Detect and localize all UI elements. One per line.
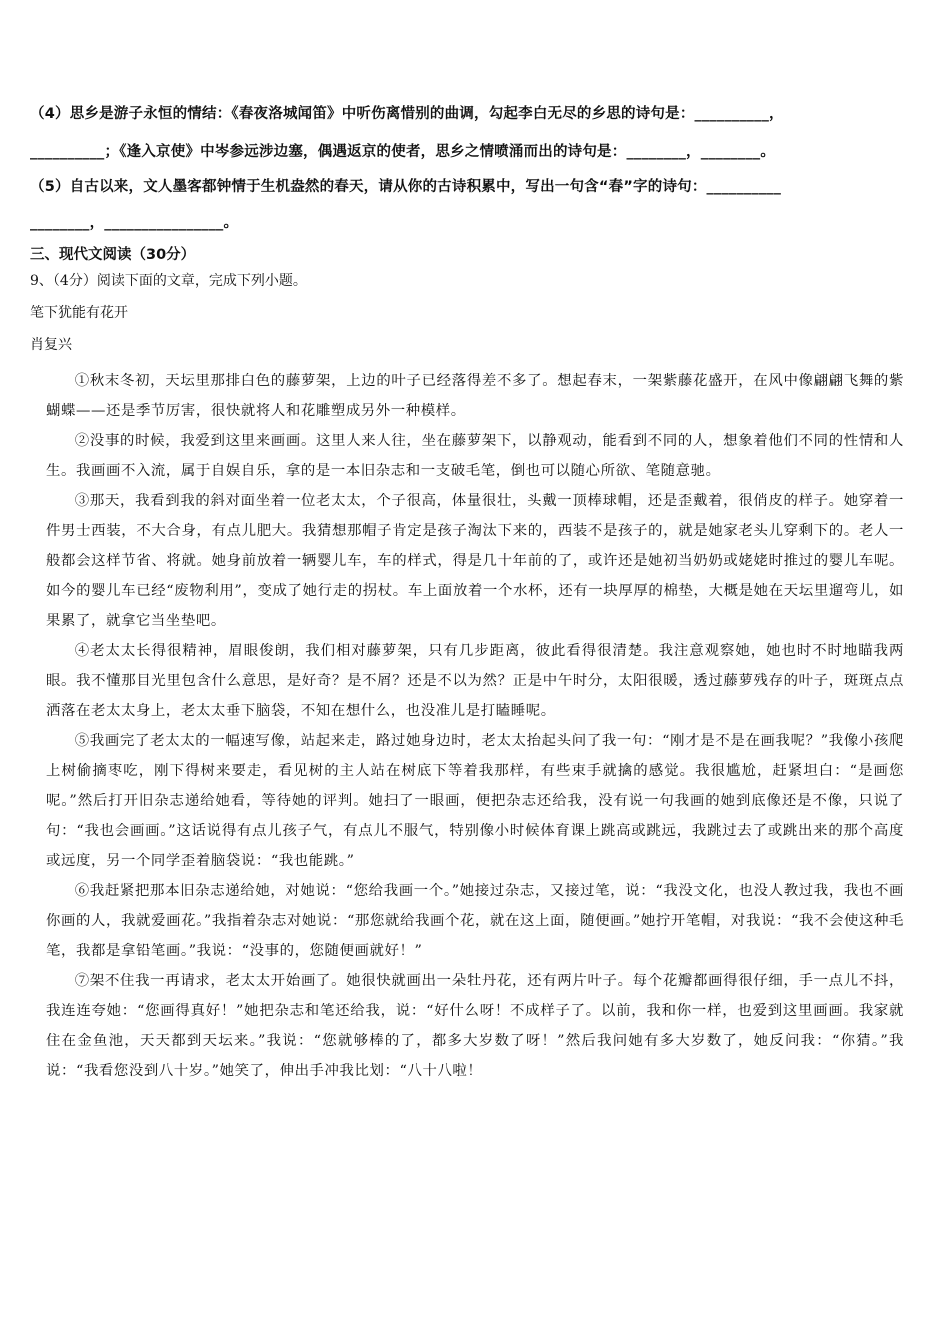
article-author: 肖复兴 bbox=[30, 337, 72, 353]
paragraph-2: ②没事的时候，我爱到这里来画画。这里人来人往，坐在藤萝架下，以静观动，能看到不同的人，想象着他们不同的性情和人生。我画画不入流，属于自娱自乐，拿的是一本旧杂志和一支破毛笔，倒也可以随心所欲、笔随意驰。 bbox=[46, 433, 904, 479]
section-title: 三、现代文阅读（30分） bbox=[30, 247, 196, 263]
question-instruction: 9、（4分）阅读下面的文章，完成下列小题。 bbox=[30, 273, 307, 289]
question-5-line-2: ________，________________。 bbox=[30, 215, 239, 231]
question-5-line-1: （5）自古以来，文人墨客都钟情于生机盎然的春天，请从你的古诗积累中，写出一句含“春”字的诗句：__________ bbox=[30, 179, 782, 195]
article-title: 笔下犹能有花开 bbox=[30, 305, 128, 321]
question-4-line-1: （4）思乡是游子永恒的情结：《春夜洛城闻笛》中听伤离惜别的曲调，勾起李白无尽的乡思的诗句是：__________， bbox=[30, 106, 784, 122]
paragraph-6: ⑥我赶紧把那本旧杂志递给她，对她说：“您给我画一个。”她接过杂志，又接过笔，说：“我没文化，也没人教过我，我也不画你画的人，我就爱画花。”我指着杂志对她说：“那您就给我画个花，就在这上面，随便画。”她拧开笔帽，对我说：“我不会使这种毛笔，我都是拿铅笔画。”我说：“没事的，您随便画就好！” bbox=[46, 883, 904, 959]
paragraph-4: ④老太太长得很精神，眉眼俊朗，我们相对藤萝架，只有几步距离，彼此看得很清楚。我注意观察她，她也时不时地瞄我两眼。我不懂那目光里包含什么意思，是好奇？是不屑？还是不以为然？正是中午时分，太阳很暖，透过藤萝残存的叶子，斑斑点点洒落在老太太身上，老太太垂下脑袋，不知在想什么，也没准儿是打瞌睡呢。 bbox=[46, 643, 904, 719]
article-body bbox=[46, 366, 904, 1086]
paragraph-5: ⑤我画完了老太太的一幅速写像，站起来走，路过她身边时，老太太抬起头问了我一句：“刚才是不是在画我呢？”我像小孩爬上树偷摘枣吃，刚下得树来要走，看见树的主人站在树底下等着我那样，有些束手就擒的感觉。我很尴尬，赶紧坦白：“是画您呢。”然后打开旧杂志递给她看，等待她的评判。她扫了一眼画，便把杂志还给我，没有说一句我画的她到底像还是不像，只说了句：“我也会画画。”这话说得有点儿孩子气，有点儿不服气，特别像小时候体育课上跳高或跳远，我跳过去了或跳出来的那个高度或远度，另一个同学歪着脑袋说：“我也能跳。” bbox=[46, 733, 904, 869]
question-4-line-2: __________；《逢入京使》中岑参远涉边塞，偶遇返京的使者，思乡之情喷涌而出的诗句是：________，________。 bbox=[30, 144, 776, 160]
paragraph-3: ③那天，我看到我的斜对面坐着一位老太太，个子很高，体量很壮，头戴一顶棒球帽，还是歪戴着，很俏皮的样子。她穿着一件男士西装，不大合身，有点儿肥大。我猜想那帽子肯定是孩子淘汰下来的，西装不是孩子的，就是她家老头儿穿剩下的。老人一般都会这样节省、将就。她身前放着一辆婴儿车，车的样式，得是几十年前的了，或许还是她初当奶奶或姥姥时推过的婴儿车呢。如今的婴儿车已经“废物利用”，变成了她行走的拐杖。车上面放着一个水杯，还有一块厚厚的棉垫，大概是她在天坛里遛弯儿，如果累了，就拿它当坐垫吧。 bbox=[46, 493, 904, 629]
paragraph-7: ⑦架不住我一再请求，老太太开始画了。她很快就画出一朵牡丹花，还有两片叶子。每个花瓣都画得很仔细，手一点儿不抖，我连连夸她：“您画得真好！”她把杂志和笔还给我，说：“好什么呀！不成样子了。以前，我和你一样，也爱到这里画画。我家就住在金鱼池，天天都到天坛来。”我说：“您就够棒的了，都多大岁数了呀！”然后我问她有多大岁数了，她反问我：“你猜。”我说：“我看您没到八十岁。”她笑了，伸出手冲我比划：“八十八啦！ bbox=[46, 973, 904, 1079]
paragraph-1: ①秋末冬初，天坛里那排白色的藤萝架，上边的叶子已经落得差不多了。想起春末，一架紫藤花盛开，在风中像翩翩飞舞的紫蝴蝶——还是季节厉害，很快就将人和花雕塑成另外一种模样。 bbox=[46, 373, 904, 419]
